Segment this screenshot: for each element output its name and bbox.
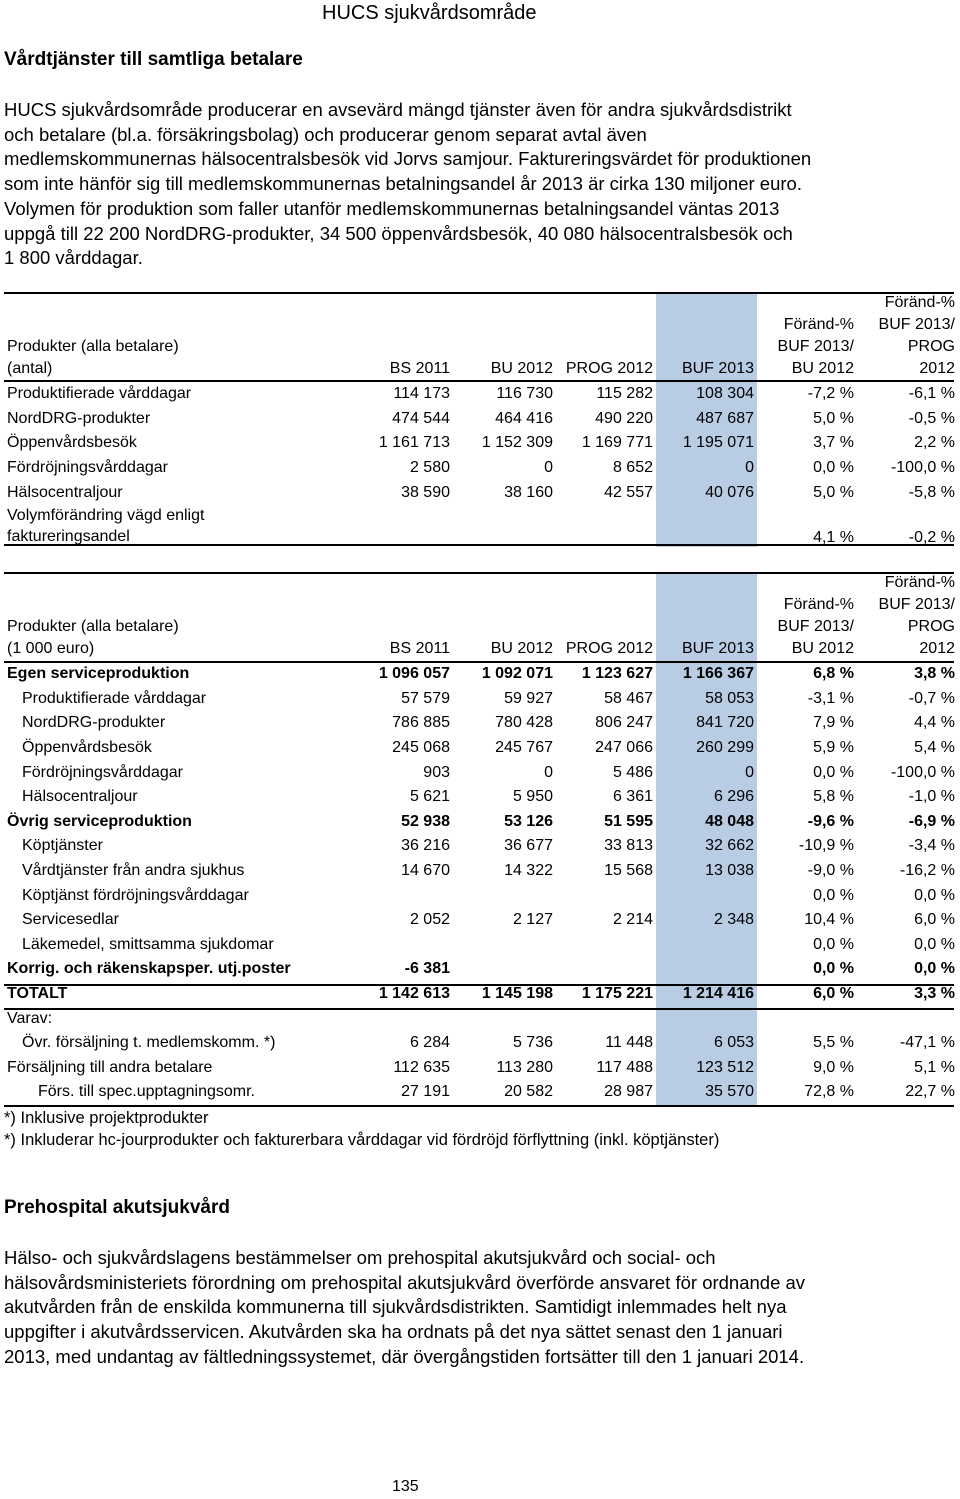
prehospital-line: hälsovårdsministeriets förordning om prehospital akutsjukvård överförde ansvaret för ordnande av — [4, 1271, 806, 1293]
prehospital-line: uppgifter i akutvårdsservicen. Akutvården ska ha ordnats på det nya sättet senast den 1 januari — [4, 1321, 783, 1343]
intro-paragraph — [4, 98, 954, 271]
value-table-total-rule-bottom — [4, 1008, 954, 1010]
value-table — [4, 572, 958, 1105]
table-row: Egen serviceproduktion 1 096 057 1 092 071 1 123 627 1 166 367 6,8 % 3,8 % — [4, 662, 958, 687]
subsection-title: Prehospital akutsjukvård — [4, 1197, 230, 1218]
table-row: Köptjänst fördröjningsvårddagar 0,0 % 0,0 % — [4, 883, 958, 908]
prehospital-line: 2013, med undantag av fältledningssystemet, där övergångstiden fortsätter till den 1 januari 2014. — [4, 1345, 805, 1367]
table-row: Öppenvårdsbesök 245 068 245 767 247 066 260 299 5,9 % 5,4 % — [4, 736, 958, 761]
value-table-header-rule — [4, 661, 954, 663]
intro-line: Volymen för produktion som faller utanför medlemskommunernas betalningsandel väntas 2013 — [4, 197, 780, 219]
header-buf2013: BUF 2013 — [656, 292, 757, 382]
intro-line: 1 800 vårddagar. — [4, 247, 143, 269]
table-row: Fördröjningsvårddagar 903 0 5 486 0 0,0 % -100,0 % — [4, 760, 958, 785]
header-bu2012: BU 2012 — [490, 640, 553, 657]
intro-line: HUCS sjukvårdsområde producerar en avsevärd mängd tjänster även för andra sjukvårdsdistrikt — [4, 99, 792, 120]
table-row: Läkemedel, smittsamma sjukdomar 0,0 % 0,0 % — [4, 933, 958, 958]
intro-line: medlemskommunernas hälsocentralsbesök vid Jorvs samjour. Faktureringsvärdet för produktionen — [4, 148, 812, 170]
section-title: Vårdtjänster till samtliga betalare — [4, 49, 303, 70]
table-row: Fördröjningsvårddagar 2 580 0 8 652 0 0,0 % -100,0 % — [4, 456, 958, 481]
table-row: Försäljning till andra betalare 112 635 113 280 117 488 123 512 9,0 % 5,1 % — [4, 1056, 958, 1081]
table-row: Förs. till spec.upptagningsomr. 27 191 20 582 28 987 35 570 72,8 % 22,7 % — [4, 1080, 958, 1105]
header-change-bu: Föränd-% BUF 2013/ BU 2012 — [777, 596, 854, 657]
header-label: Produkter (alla betalare) (1 000 euro) — [7, 618, 179, 657]
header-bs2011: BS 2011 — [389, 360, 450, 377]
volume-table — [4, 292, 958, 547]
footnote: *) Inklusive projektprodukter — [4, 1109, 209, 1127]
table-row: Varav: — [4, 1006, 958, 1031]
table-row: Produktifierade vårddagar 114 173 116 730 115 282 108 304 -7,2 % -6,1 % — [4, 382, 958, 407]
header-label: Produkter (alla betalare) (antal) — [7, 338, 179, 377]
prehospital-line: akutvården från de enskilda kommunerna till sjukvårdsdistrikten. Samtidigt inlemmades helt nya — [4, 1296, 787, 1318]
table-row: NordDRG-produkter 474 544 464 416 490 220 487 687 5,0 % -0,5 % — [4, 407, 958, 432]
header-org: HUCS sjukvårdsområde — [322, 2, 537, 24]
table-row: Hälsocentraljour 5 621 5 950 6 361 6 296 5,8 % -1,0 % — [4, 785, 958, 810]
prehospital-line: Hälso- och sjukvårdslagens bestämmelser om prehospital akutsjukvård och social- och — [4, 1247, 716, 1268]
table-row: Korrig. och räkenskapsper. utj.poster -6 381 0,0 % 0,0 % — [4, 957, 958, 982]
header-bs2011: BS 2011 — [389, 640, 450, 657]
header-bu2012: BU 2012 — [490, 360, 553, 377]
table-row: Produktifierade vårddagar 57 579 59 927 58 467 58 053 -3,1 % -0,7 % — [4, 687, 958, 712]
header-prog2012: PROG 2012 — [565, 360, 653, 377]
table-row: NordDRG-produkter 786 885 780 428 806 247 841 720 7,9 % 4,4 % — [4, 711, 958, 736]
header-change-prog: Föränd-% BUF 2013/ PROG 2012 — [878, 574, 955, 657]
value-table-total-rule-top — [4, 984, 954, 986]
table-row-total: TOTALT 1 142 613 1 145 198 1 175 221 1 214 416 6,0 % 3,3 % — [4, 982, 958, 1007]
prehospital-paragraph — [4, 1246, 954, 1370]
table-row: Köptjänster 36 216 36 677 33 813 32 662 -10,9 % -3,4 % — [4, 834, 958, 859]
table-header — [4, 292, 958, 382]
table-row: Vårdtjänster från andra sjukhus 14 670 14 322 15 568 13 038 -9,0 % -16,2 % — [4, 859, 958, 884]
table-header — [4, 572, 958, 662]
footnote: *) Inkluderar hc-jourprodukter och fakturerbara vårddagar vid fördröjd förflyttning (inkl. köptjänster) — [4, 1131, 720, 1149]
header-buf2013: BUF 2013 — [656, 572, 757, 662]
header-change-bu: Föränd-% BUF 2013/ BU 2012 — [777, 316, 854, 377]
header-prog2012: PROG 2012 — [565, 640, 653, 657]
table-row: Servicesedlar 2 052 2 127 2 214 2 348 10,4 % 6,0 % — [4, 908, 958, 933]
table-row-weighted: Volymförändring vägd enligt faktureringsandel 4,1 % -0,2 % — [7, 506, 955, 546]
header-change-prog: Föränd-% BUF 2013/ PROG 2012 — [878, 294, 955, 377]
intro-line: uppgå till 22 200 NordDRG-produkter, 34 500 öppenvårdsbesök, 40 080 hälsocentralsbesök och — [4, 222, 793, 244]
table-row: Övrig serviceproduktion 52 938 53 126 51 595 48 048 -9,6 % -6,9 % — [4, 810, 958, 835]
page-number: 135 — [392, 1478, 419, 1495]
intro-line: och betalare (bl.a. försäkringsbolag) och producerar genom separat avtal även — [4, 123, 647, 145]
table-row: Övr. försäljning t. medlemskomm. *) 6 284 5 736 11 448 6 053 5,5 % -47,1 % — [4, 1031, 958, 1056]
intro-line: som inte hänför sig till medlemskommunernas betalningsandel år 2013 är cirka 130 miljoner euro. — [4, 173, 802, 195]
footnotes — [4, 1107, 719, 1151]
volume-table-header-rule — [4, 380, 954, 382]
table-row: Hälsocentraljour 38 590 38 160 42 557 40 076 5,0 % -5,8 % — [4, 480, 958, 505]
table-row: Öppenvårdsbesök 1 161 713 1 152 309 1 169 771 1 195 071 3,7 % 2,2 % — [4, 431, 958, 456]
